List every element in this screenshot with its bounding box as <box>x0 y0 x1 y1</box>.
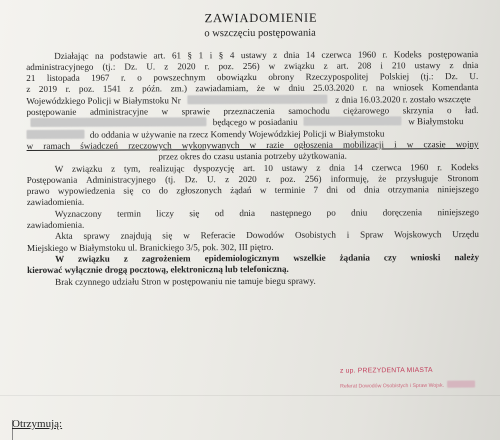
text-line: Działając na podstawie art. 61 § 1 i § 4 ustawy z dnia 14 czerwca 1960 r. Kodeks postępowania <box>54 48 479 61</box>
text-line: z 2019 r. poz. 1541 z późn. zm.) zawiadamiam, że w dniu 25.03.2020 r. na wniosek Komendanta <box>26 82 479 95</box>
text-line: prawo wypowiedzenia się co do zgłoszonych żądań w terminie 7 dni od dnia otrzymania niniejszego <box>26 184 479 197</box>
document-title: ZAWIADOMIENIE <box>204 10 318 26</box>
redacted-owner-address <box>27 129 85 138</box>
redacted-vehicle-details <box>30 118 206 128</box>
text-span: z dnia 16.03.2020 r. zostało wszczęte <box>335 93 471 105</box>
notice-body <box>26 12 479 288</box>
text-line: Wyznaczony termin liczy się od dnia następnego po dniu doręczenia niniejszego <box>54 206 479 219</box>
redacted-reference-number <box>187 94 327 104</box>
paragraph-closing: Brak czynnego udziału Stron w postępowaniu nie tamuje biegu sprawy. <box>55 275 316 287</box>
redacted-owner-name <box>304 117 402 126</box>
document-subtitle: o wszczęciu postępowania <box>204 28 316 40</box>
redacted-signatory <box>447 380 475 387</box>
text-span: do oddania w używanie na rzecz Komendy Wojewódzkiej Policji w Białymstoku <box>89 128 385 140</box>
text-span: Wojewódzkiego Policji w Białymstoku Nr <box>26 95 181 106</box>
text-line: Akta sprawy znajdują się w Referacie Dowodów Osobistych i Spraw Wojskowych Urzędu <box>54 229 479 242</box>
text-span: w Białymstoku <box>408 116 464 127</box>
text-line: postępowanie administracyjne w sprawie przeznaczenia samochodu ciężarowego skrzynia o ład. <box>26 105 479 118</box>
text-line: Postępowania Administracyjnego (tj. Dz. U. z 2020 r. poz. 256) informuję, że przysługuje Stronom <box>26 172 479 185</box>
paragraph-epidemic-notice <box>27 252 479 277</box>
stamp-title: z up. PREZYDENTA MIASTA <box>339 366 433 375</box>
text-line: zawiadomienia. <box>26 197 85 208</box>
stamp-department: Referat Dowodów Osobistych i Spraw Wojsk. <box>340 382 445 390</box>
text-line: kierować wyłącznie drogą pocztową, elektroniczną lub telefoniczną. <box>27 264 289 276</box>
paragraph-deadline <box>27 207 479 232</box>
recipients-label: Otrzymują: <box>12 418 63 430</box>
paragraph-legal-basis <box>26 49 478 164</box>
text-line: W związku z tym, realizując dyspozycję art. 10 ustawy z dnia 14 czerwca 1960 r. Kodeks <box>54 161 479 174</box>
paragraph-right-to-respond <box>27 162 479 209</box>
text-line: w ramach świadczeń rzeczowych wykonywanych w razie ogłoszenia mobilizacji i w czasie wojny <box>26 138 479 151</box>
text-line: przez okres do czasu ustania potrzeby użytkowania. <box>158 150 347 162</box>
paper-fold <box>0 395 500 396</box>
text-span: będącego w posiadaniu <box>212 117 298 128</box>
text-line: Miejskiego w Białymstoku ul. Branickiego 3/5, pok. 302, III piętro. <box>26 241 274 253</box>
signature-stamp <box>340 366 490 389</box>
text-line: administracyjnego (tj.: Dz. U. z 2020 r. poz. 256) w związku z art. 208 i 210 ustawy z dnia <box>26 59 479 72</box>
stamp-signature-line <box>340 380 490 389</box>
text-line: 21 listopada 1967 r. o powszechnym obowiązku obrony Rzeczypospolitej Polskiej (tj.: Dz. U. <box>26 71 479 84</box>
text-line: zawiadomienia. <box>26 219 85 231</box>
text-line: W związku z zagrożeniem epidemiologicznym wszelkie żądania czy wnioski należy <box>55 251 480 264</box>
text-line <box>26 116 478 129</box>
paragraph-case-files <box>27 229 479 254</box>
